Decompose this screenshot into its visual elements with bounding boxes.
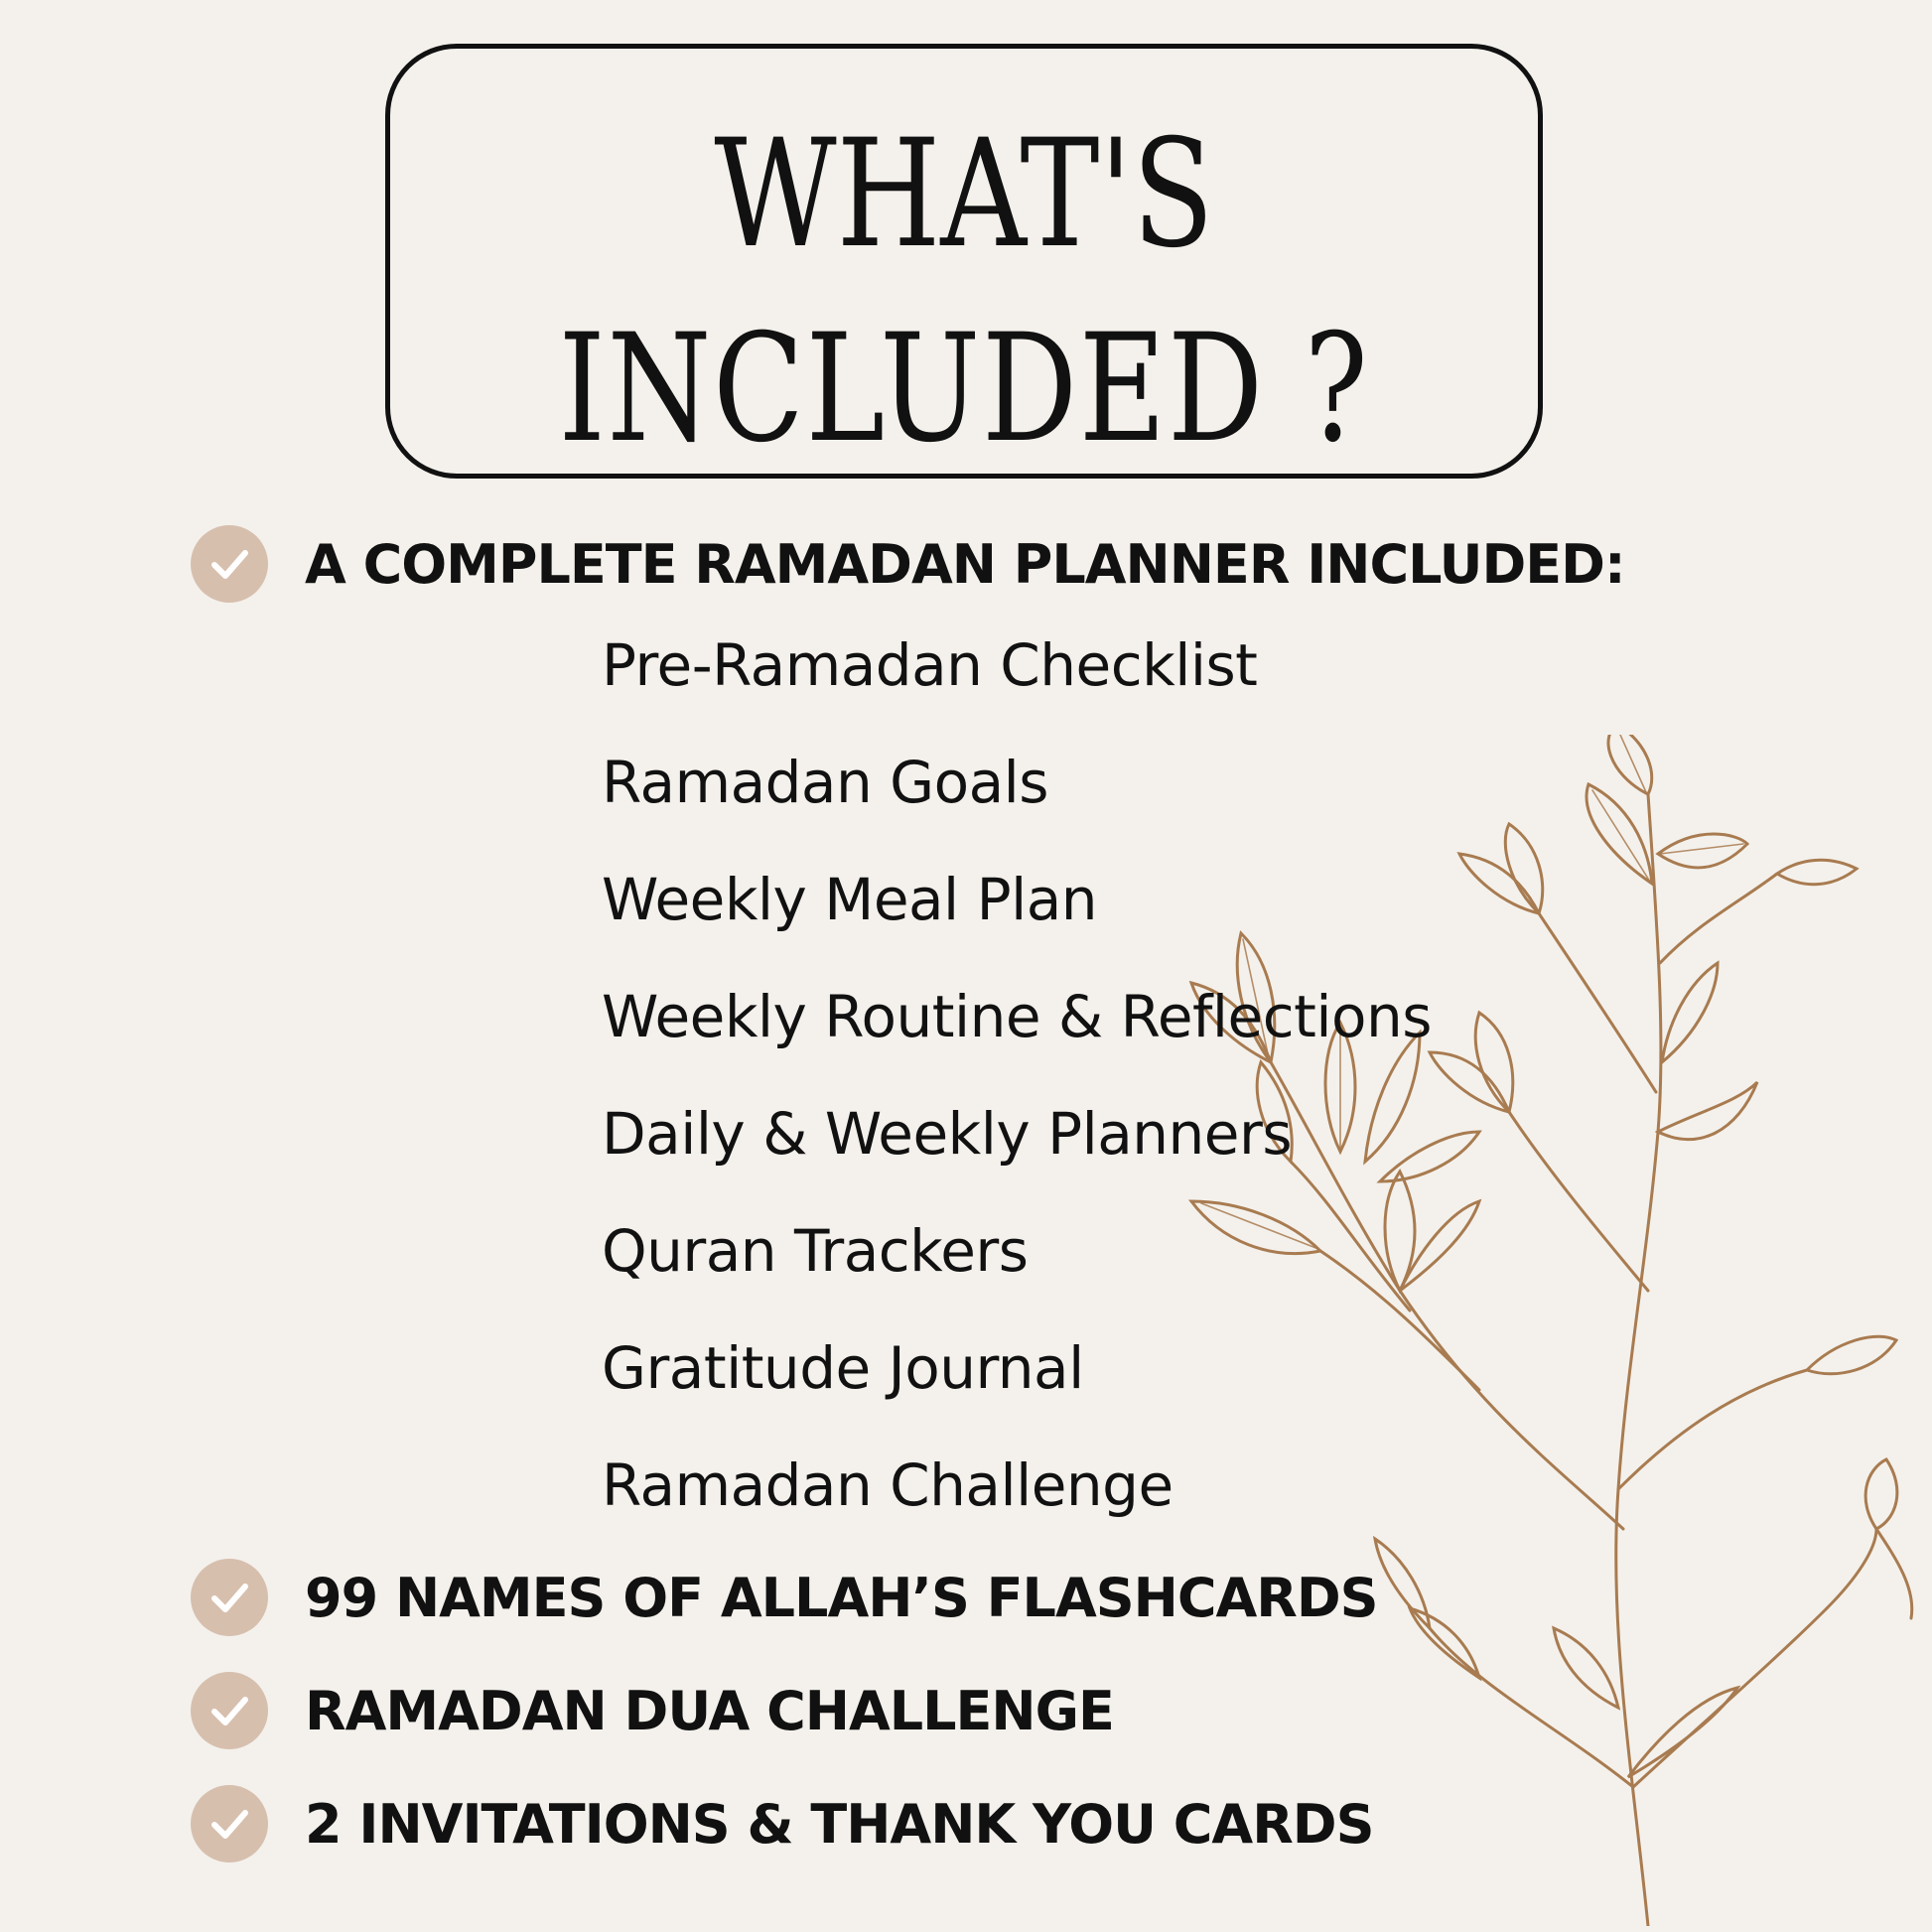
title-box [385, 44, 1543, 479]
section-planner-label: A COMPLETE RAMADAN PLANNER INCLUDED: [305, 532, 1625, 596]
planner-item: Ramadan Goals [602, 749, 1048, 816]
planner-item: Pre-Ramadan Checklist [602, 631, 1258, 699]
planner-item: Gratitude Journal [602, 1334, 1084, 1402]
planner-items-list [602, 625, 1432, 1563]
planner-item: Quran Trackers [602, 1217, 1029, 1285]
planner-item: Ramadan Challenge [602, 1451, 1173, 1519]
check-icon [191, 1559, 268, 1636]
planner-item: Daily & Weekly Planners [602, 1100, 1293, 1168]
title-line-1: WHAT'S [714, 108, 1214, 281]
check-icon [191, 1672, 268, 1749]
section-flashcards-label: 99 NAMES OF ALLAH’S FLASHCARDS [305, 1566, 1378, 1629]
check-icon [191, 1785, 268, 1863]
section-invitations-label: 2 INVITATIONS & THANK YOU CARDS [305, 1792, 1374, 1856]
planner-item: Weekly Routine & Reflections [602, 983, 1432, 1050]
section-dua-challenge [191, 1671, 1114, 1750]
section-flashcards [191, 1558, 1378, 1637]
section-invitations [191, 1784, 1374, 1863]
section-dua-challenge-label: RAMADAN DUA CHALLENGE [305, 1679, 1114, 1742]
check-icon [191, 525, 268, 603]
title-line-2: INCLUDED ? [558, 303, 1370, 476]
section-planner [191, 524, 1625, 604]
planner-item: Weekly Meal Plan [602, 866, 1097, 933]
